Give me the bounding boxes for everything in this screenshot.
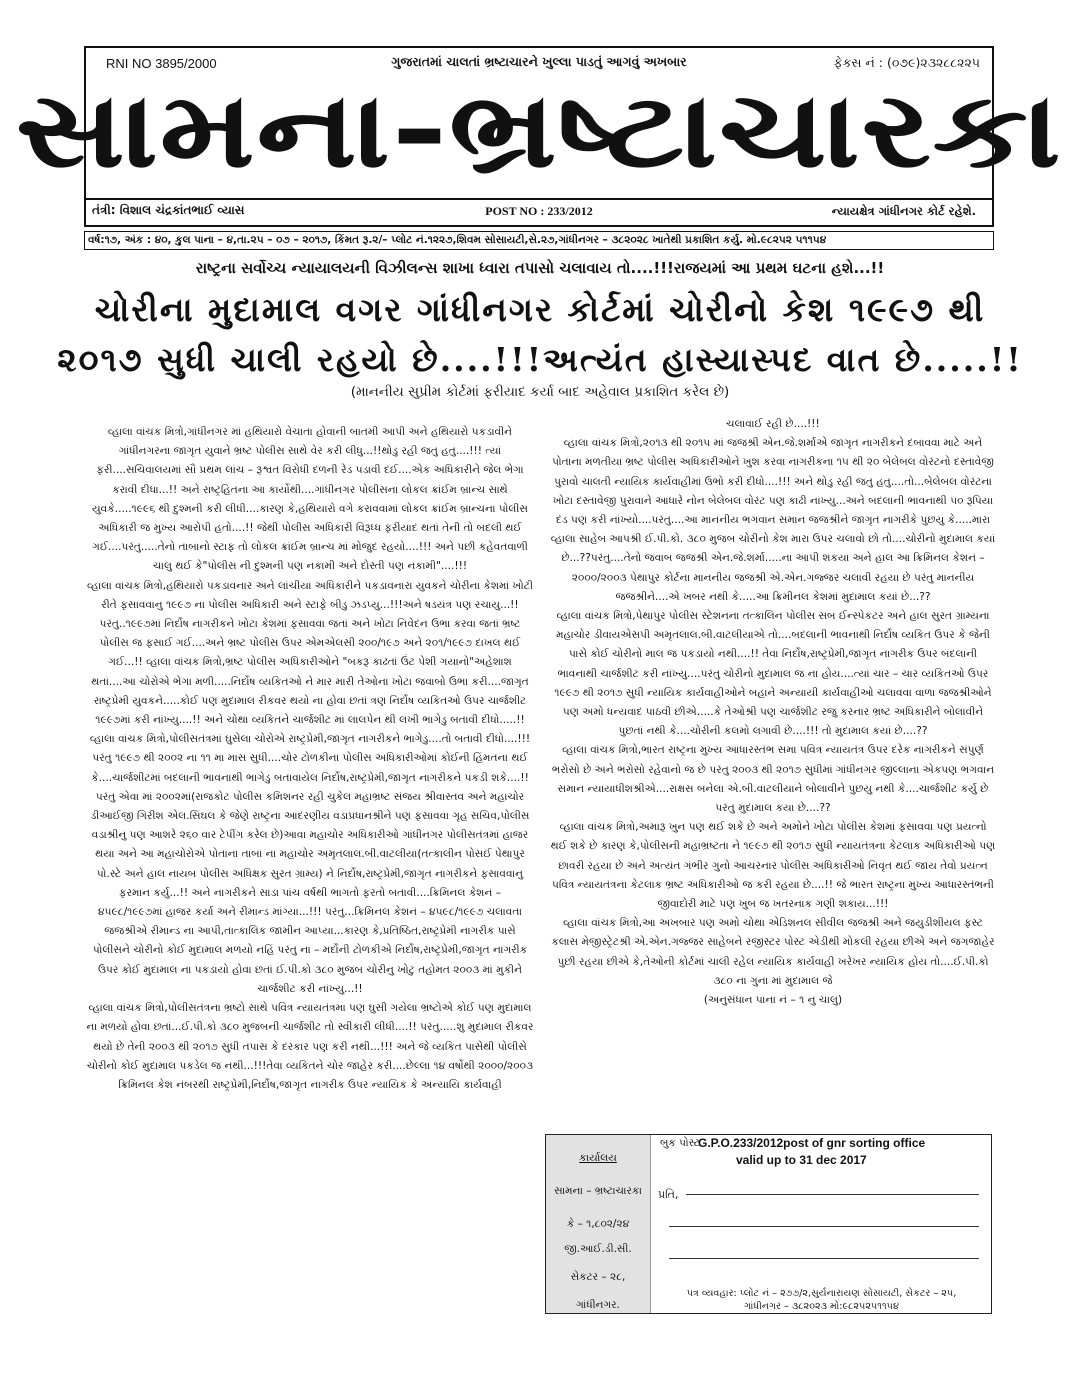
article-subhead: (માનનીય સુપ્રીમ કોર્ટમાં ફરીયાદ કર્યા બાદ અહેવાલ પ્રકાશિત કરેલ છે) bbox=[350, 384, 730, 400]
masthead bbox=[15, 46, 1063, 227]
rni-number: RNI NO 3895/2000 bbox=[106, 56, 217, 71]
right-paragraph-4: વ્હાલા વાંચક મિત્રો,ભારત રાષ્ટ્રના મુખ્ય આધારસ્તંભ સમા પવિત્ર ન્યાયતંત્ર ઉપર દરેક નાગરીકને સંપુર્ણ ભરોસો છે અને ભરોસો રહેવાનો જ છે પરંતુ ૨૦૦૩ થી ૨૦૧૭ સુધીમાં ગાંધીનગર જીલ્લાના એકપણ ભગવાન સમાન ન્યાયાધીશશ્રીએ....રાક્ષસ બનેલા એ.બી.વાટલીયાને બોલાવીને પુછયુ નથી કે....ચાર્જશીટ કર્યુ છે પરંતુ મુદામાલ કયા છે....?? bbox=[551, 744, 995, 815]
office-line-1: સામના – ભ્રષ્ટાચારકા bbox=[554, 1185, 642, 1197]
address-line-blank-2 bbox=[669, 1226, 979, 1227]
address-line-2: ગાંધીનગર – ૩૮૨૦૨૩ મો:૯૮૨૫૨૫૧૧૫૪ bbox=[744, 1301, 899, 1312]
headline-line-1: ચોરીના મુદામાલ વગર ગાંધીનગર કોર્ટમાં ચોરીનો કેશ ૧૯૯૭ થી bbox=[94, 290, 986, 329]
right-paragraph-2: વ્હાલા વાંચક મિત્રો,૨૦૧૩ થી ૨૦૧૫ માં જજશ્રી એન.જે.શર્માએ જાગૃત નાગરીકને દબાવવા માટે અને પોતાના મળતીયા ભ્રષ્ટ પોલીસ અધિકારીઓને ખુશ કરવા નાગરીકના ૧૫ થી ૨૦ બેલેબલ વોરંટનો દસ્તાવેજી પુરાવો ચાલતી ન્યાયિક કાર્યવાહીમાં ઉભો કરી દીધો....!!! અને થોડુ રહી જતુ હતુ....તો...બેલેબલ વોરંટના ખોટા દસ્તાવેજી પુરાવાને આધારે નોન બેલેબલ વોરંટ પણ કાઢી નાંખ્યુ...અને બદલાની ભાવનાથી ૫૦ રૂપિયા દંડ પણ કરી નાંખ્યો....પરંતુ....આ માનનીય ભગવાન સમાન જજશ્રીને જાગૃત નાગરીકે પુછયુ કે.....મારા વ્હાલા સાહેબ આપશ્રી ઈ.પી.કો. ૩૮૦ મુજબ ચોરીનો કેશ મારા ઉપર ચલાવો છો તો....ચોરીનો મુદામાલ કયાં છે...??પરંતુ....તેનો જવાબ જજશ્રી એન.જે.શર્મા.....ના આપી શકયા અને હાલ આ ક્રિમિનલ કેશનં – ૨૦૦૦/૨૦૦૩ પેથાપુર કોર્ટના માનનીય જજશ્રી એ.એન.ગજ્જર ચલાવી રહયા છે પરંતુ માનનીય જજશ્રીને....એ ખબર નથી કે.....આ ક્રિમીનલ કેશમાં મુદામાલ કયાં છે...?? bbox=[550, 437, 996, 603]
issue-info-bar: વર્ષ:૧૭, અંક : ૪૦, કુલ પાના – ૪,તા.૨૫ – ૦૭ – ૨૦૧૭, કિંમત રૂ.૨/– પ્લોટ નં.૧૨૨૭,શિવમ સોસાયટી,સે.૨૭,ગાંધીનગર – ૩૮૨૦૨૮ ખાતેથી પ્રકાશિત કર્યુ. મો.૯૮૨૫૨ ૫૧૧૫૪ bbox=[84, 231, 994, 250]
headline-line-2: ૨૦૧૭ સુધી ચાલી રહયો છે....!!!અત્યંત હાસ્યાસ્પદ વાત છે.....!! bbox=[57, 340, 1023, 379]
postal-address-box bbox=[545, 1134, 992, 1314]
right-column bbox=[550, 415, 996, 1010]
jurisdiction-note: ન્યાયક્ષેત્ર ગાંધીનગર કોર્ટ રહેશે. bbox=[831, 204, 976, 218]
to-label: પ્રતિ, bbox=[658, 1188, 679, 1201]
continued-note: (અનુસંધાન પાના નં – ૧ નુ ચાલુ) bbox=[703, 994, 843, 1007]
correspondence-address bbox=[652, 1287, 991, 1313]
left-paragraph-2: વ્હાલા વાંચક મિત્રો,હથિયારો પકડાવનાર અને લાંચીયા અધિકારીને પકડાવનારા યુવકને ચોરીના કેશમાં ખોટી રીતે ફસાવવાનુ ૧૯૯૭ ના પોલીસ અધિકારી અને સ્ટાફે બીડુ ઝડપ્યુ...!!!અને ષડયંત્ર પણ રચાયુ...!! પરંતુ..૧૯૯૭માં નિર્દોષ નાગરીકને ખોટા કેશમાં ફસાવવા જતાં અને ખોટા નિવેદન ઉભા કરવા જતાં ભ્રષ્ટ પોલીસ જ ફસાઈ ગઈ....અને ભ્રષ્ટ પોલીસ ઉપર એમએલસી ૨૦૦/૧૯૭ અને ૨૦૧/૧૯૯૭ દાખલ થઈ ગઈ...!! વ્હાલા વાંચક મિત્રો,ભ્રષ્ટ પોલીસ અધિકારીઓને "બકરૂ કાઢતાં ઉંટ પેશી ગયાનો"અહેશાશ થતાં....આ ચોરોએ ભેગા મળી.....નિર્દોષ વ્યકિતઓ ને માર મારી તેઓના ખોટા જવાબો ઉભા કરી....જાગૃત રાષ્ટ્રપ્રેમી યુવકને.....કોઈ પણ મુદામાલ રીકવર થયો ના હોવા છતાં ત્રણ નિર્દોષ વ્યકિતઓ ઉપર ચાર્જશીટ ૧૯૯૭માં કરી નાંખ્યુ....!! અને ચોથા વ્યકિતને ચાર્જશીટ માં લાલપેન થી લખી ભાગેડુ બતાવી દીધો.....!! વ્હાલા વાંચક મિત્રો,પોલીસતંત્રમાં ઘુસેલા ચોરોએ રાષ્ટ્રપ્રેમી,જાગૃત નાગરીકને ભાગેડુ....તો બતાવી દીધો....!!! પરંતુ ૧૯૯૭ થી ૨૦૦૨ ના ૧૧ મા માસ સુધી....ચોર ટોળકીના પોલીસ અધિકારીઓમાં કોઈની હિંમતના થઈ કે....ચાર્જશીટમાં બદલાની ભાવનાથી ભાગેડુ બતાવાયેલ નિર્દોષ,રાષ્ટ્રપ્રેમી,જાગૃત નાગરીકને પકડી શકે....!! bbox=[87, 579, 533, 784]
gpo-line-1: G.P.O.233/2012post of gnr sorting office bbox=[698, 1136, 926, 1150]
right-paragraph-1: ચલાવાઈ રહી છે....!!! bbox=[726, 418, 820, 430]
right-paragraph-5: વ્હાલા વાંચક મિત્રો,અમારૂ ખુન પણ થઈ શકે છે અને અમોને ખોટા પોલીસ કેશમાં ફસાવવા પણ પ્રયત્નો થઈ શકે છે કારણ કે,પોલીસની મહાભ્રષ્ટતા ને ૧૯૯૭ થી ૨૦૧૭ સુધી ન્યાયતંત્રના કેટલાક અધિકારીઓ પણ છાવરી રહયા છે અને અત્યંત ગંભીર ગુનો આચરનાર પોલીસ અધિકારીઓ નિવૃત થઈ જાય તેવો પ્રયત્ન પવિત્ર ન્યાયતંત્રના કેટલાક ભ્રષ્ટ અધિકારીઓ જ કરી રહયા છે....!! જે ભારત રાષ્ટ્રના મુખ્ય આધારસ્તંભની જીવાદોરી માટે પણ ખુબ જ ખતરનાક ગણી શકાય...!!! bbox=[550, 821, 996, 911]
masthead-divider bbox=[86, 198, 992, 200]
post-number: POST NO : 233/2012 bbox=[485, 204, 593, 218]
office-line-3: જી.આઈ.ડી.સી. bbox=[564, 1243, 632, 1255]
right-paragraph-6: વ્હાલા વાંચક મિત્રો,આ અખબાર પણ અમો ચોથા એડિશનલ સીવીલ જજશ્રી અને જયુડીશીયલ ફસ્ટ કલાસ મેજીસ્ટ્રેટશ્રી એ.એન.ગજ્જર સાહેબને રજીસ્ટર પોસ્ટ એડીથી મોકલી રહયા છીએ અને જગજાહેર પુછી રહયા છીએ કે,તેઓની કોર્ટમાં ચાલી રહેલ ન્યાયિક કાર્યવાહી ખરેખર ન્યાયિક હોય તો....ઈ.પી.કો ૩૮૦ ના ગુના માં મુદામાલ જે bbox=[551, 917, 995, 987]
left-paragraph-1: વ્હાલા વાંચક મિત્રો,ગાંધીનગર માં હથિયારો વેચાતા હોવાની બાતમી આપી અને હથિયારો પકડાવીને ગાંધીનગરના જાગૃત યુવાને ભ્રષ્ટ પોલીસ સાથે વેર કરી લીધુ...!!થોડુ રહી જતુ હતુ....!!! ત્યાં ફરી....સચિવાલયમાં સૌ પ્રથમ લાંચ – રૂશ્વત વિરોધી દળની રેડ પડાવી દઈ....એક અધિકારીને જેલ ભેગા કરાવી દીધા...!! અને રાષ્ટ્રહિતના આ કાર્યોથી....ગાંધીનગર પોલીસના લોકલ ક્રાંઈમ બ્રાન્ચ સાથે યુવકે.....૧૯૯૬ થી દુશ્મની કરી લીધી....કારણ કે,હથિયારો વગે કરાવવામાં લોકલ ક્રાંઈમ બ્રાન્ચના પોલીસ અધિકારી જ મુખ્ય આરોપી હતો....!! જેથી પોલીસ અધિકારી વિરૂધ્ધ ફરીયાદ થતાં તેની તો બદલી થઈ ગઈ....પરંતુ.....તેનો તાબાનો સ્ટાફ તો લોકલ ક્રાંઈમ બ્રાન્ચ માં મોજુદ રહયો....!!! અને પછી કહેવતવાળી ચાલુ થઈ કે"પોલીસ ની દુશ્મની પણ નકામી અને દોસ્તી પણ નકામી"....!!! bbox=[91, 426, 529, 573]
address-line-blank-3 bbox=[669, 1258, 979, 1259]
editor-name: તંત્રી: વિશાલ ચંદ્રકાંતભાઈ વ્યાસ bbox=[92, 203, 245, 217]
book-post-label: બુક પોસ્ટ bbox=[660, 1137, 700, 1149]
office-line-5: ગાંધીનગર. bbox=[576, 1299, 620, 1311]
left-column bbox=[86, 423, 534, 1095]
tagline: ગુજરાતમાં ચાલતાં ભ્રષ્ટાચારને ખુલ્લા પાડતું આગવું અખબાર bbox=[391, 54, 687, 69]
left-paragraph-3: પરંતુ એવા માં ૨૦૦૨માં(રાજકોટ પોલીસ કમિશનર રહી ચુકેલ મહાભ્રષ્ટ સંજય શ્રીવાસ્તવ અને મહાચોર ડીઆઈજી ગિરીશ એલ.સિંઘલ કે જેણે રાષ્ટ્રના આદરણીય વડાપ્રધાનશ્રીને પણ ફસાવવા ગૃહ સચિવ,પોલીસ વડાશ્રીનુ પણ આશરે ૨૬૦ વાર ટેપીંગ કરેલ છે)આવા મહાચોર અધિકારીઓ ગાંધીનગર પોલીસતંત્રમાં હાજર થયા અને આ મહાચોરોએ પોતાના તાબા ના મહાચોર અમૃતલાલ.બી.વાટલીયા(તત્કાલીન પોસઈ પેથાપુર પો.સ્ટે અને હાલ નાયબ પોલીસ અધિક્ષક સુરત ગ્રામ્ય) ને નિર્દોષ,રાષ્ટ્રપ્રેમી,જાગૃત નાગરીકને ફસાવવાનુ ફરમાન કર્યુ...!! અને નાગરીકને સાડા પાંચ વર્ષથી ભાગતો ફરતો બતાવી....ક્રિમિનલ કેશનં – ૪૫૯૮/૧૯૯૭માં હાજર કર્યા અને રીમાન્ડ માંગ્યા...!!! પરંતુ...ક્રિમિનલ કેશનં – ૪૫૯૮/૧૯૯૭ ચલાવતા જજશ્રીએ રીમાન્ડ ના આપી,તાત્કાલિક જામીન આપ્યા...કારણ કે,પ્રતિષ્ઠિત,રાષ્ટ્રપ્રેમી નાગરીક પાસે પોલીસને ચોરીનો કોઈ મુદામાલ મળયો નહિં પરંતુ ના – મર્દોની ટોળકીએ નિર્દોષ,રાષ્ટ્રપ્રેમી,જાગૃત નાગરીક ઉપર કોઈ મુદામાલ ના પકડાયો હોવા છતાં ઈ.પી.કો ૩૮૦ મુજબ ચોરીનુ ખોટુ તહોમત ૨૦૦૩ માં મુકીને ચાર્જશીટ કરી નાંખ્યુ...!! bbox=[90, 790, 530, 995]
left-paragraph-4: વ્હાલા વાંચક મિત્રો,પોલીસતંત્રના ભ્રષ્ટો સાથે પવિત્ર ન્યાયતંત્રમા પણ ઘુસી ગયેલા ભ્રષ્ટોએ કોઈ પણ મુદામાલ ના મળયો હોવા છતાં...ઈ.પી.કો ૩૮૦ મુજબની ચાર્જશીટ તો સ્વીકારી લીધી....!! પરંતુ.....શુ મુદામાલ રીકવર થયો છે તેની ૨૦૦૩ થી ૨૦૧૭ સુધી તપાસ કે દરકાર પણ કરી નથી...!!! અને જે વ્યકિત પાસેથી પોલીસે ચોરીનો કોઈ મુદામાલ પકડેલ જ નથી...!!!તેવા વ્યકિતને ચોર જાહેર કરી....છેલ્લા ૧૪ વર્ષોથી ૨૦૦૦/૨૦૦૩ ક્રિમિનલ કેશ નંબરથી રાષ્ટ્રપ્રેમી,નિર્દોષ,જાગૃત નાગરીક ઉપર ન્યાયિક કે અન્યાયિ કાર્યવાહી bbox=[86, 1002, 534, 1091]
article-kicker: રાષ્ટ્રના સર્વોચ્ચ ન્યાયાલયની વિઝીલન્સ શાખા ધ્વારા તપાસો ચલાવાય તો....!!!રાજયમાં આ પ્રથમ ઘટના હશે...!! bbox=[195, 259, 885, 277]
address-line-blank-1 bbox=[686, 1194, 979, 1195]
office-line-4: સેકટર – ૨૮, bbox=[570, 1271, 626, 1283]
right-paragraph-3: વ્હાલા વાંચક મિત્રો,પેથાપુર પોલીસ સ્ટેશનના તત્કાલિન પોલીસ સબ ઈન્સ્પેકટર અને હાલ સુરત ગ્રામ્યના મહાચોર ડીવાયએસપી અમૃતલાલ.બી.વાટલીયાએ તો....બદલાની ભાવનાથી નિર્દોષ વ્યકિત ઉપર કે જેની પાસે કોઈ ચોરીનો માલ જ પકડાયો નથી....!! તેવા નિર્દોષ,રાષ્ટ્રપ્રેમી,જાગૃત નાગરીક ઉપર બદલાની ભાવનાથી ચાર્જશીટ કરી નાંખ્યુ....પરંતુ ચોરીનો મુદામાલ જ ના હોય....ત્યાં ચાર – ચાર વ્યકિતઓ ઉપર ૧૯૯૭ થી ૨૦૧૭ સુધી ન્યાયિક કાર્યવાહીઓને બહાને અન્યાયી કાર્યવાહીઓ ચલાવવા વાળા જજશ્રીઓને પણ અમો ધન્યવાદ પાઠવી છીએ.....કે તેઓશ્રી પણ ચાર્જશીટ રજુ કરનાર ભ્રષ્ટ અધિકારીને બોલાવીને પુછતાં નથી કે....ચોરીની કલમો લગાવી છે....!!! તો મુદામાલ કયાં છે....?? bbox=[554, 610, 992, 738]
office-line-2: કે – ૧,૮૦૨/૨૪ bbox=[566, 1218, 630, 1230]
fax-number: ફેકસ નં : (૦૭૯)૨૩૨૮૮૨૨૫ bbox=[833, 55, 980, 70]
office-label: કાર્યાલય bbox=[579, 1152, 617, 1164]
newspaper-title: સામના-ભ્રષ્ટાચારકા bbox=[15, 69, 1063, 191]
office-sidebar bbox=[546, 1135, 651, 1313]
gpo-line-2: valid up to 31 dec 2017 bbox=[736, 1153, 867, 1167]
address-line-1: પત્ર વ્યવહાર: પ્લોટ નં – ૨૭૭/૨,સુર્યનારાયણ સોસાયટી, સેકટર – ૨૫, bbox=[686, 1288, 957, 1299]
